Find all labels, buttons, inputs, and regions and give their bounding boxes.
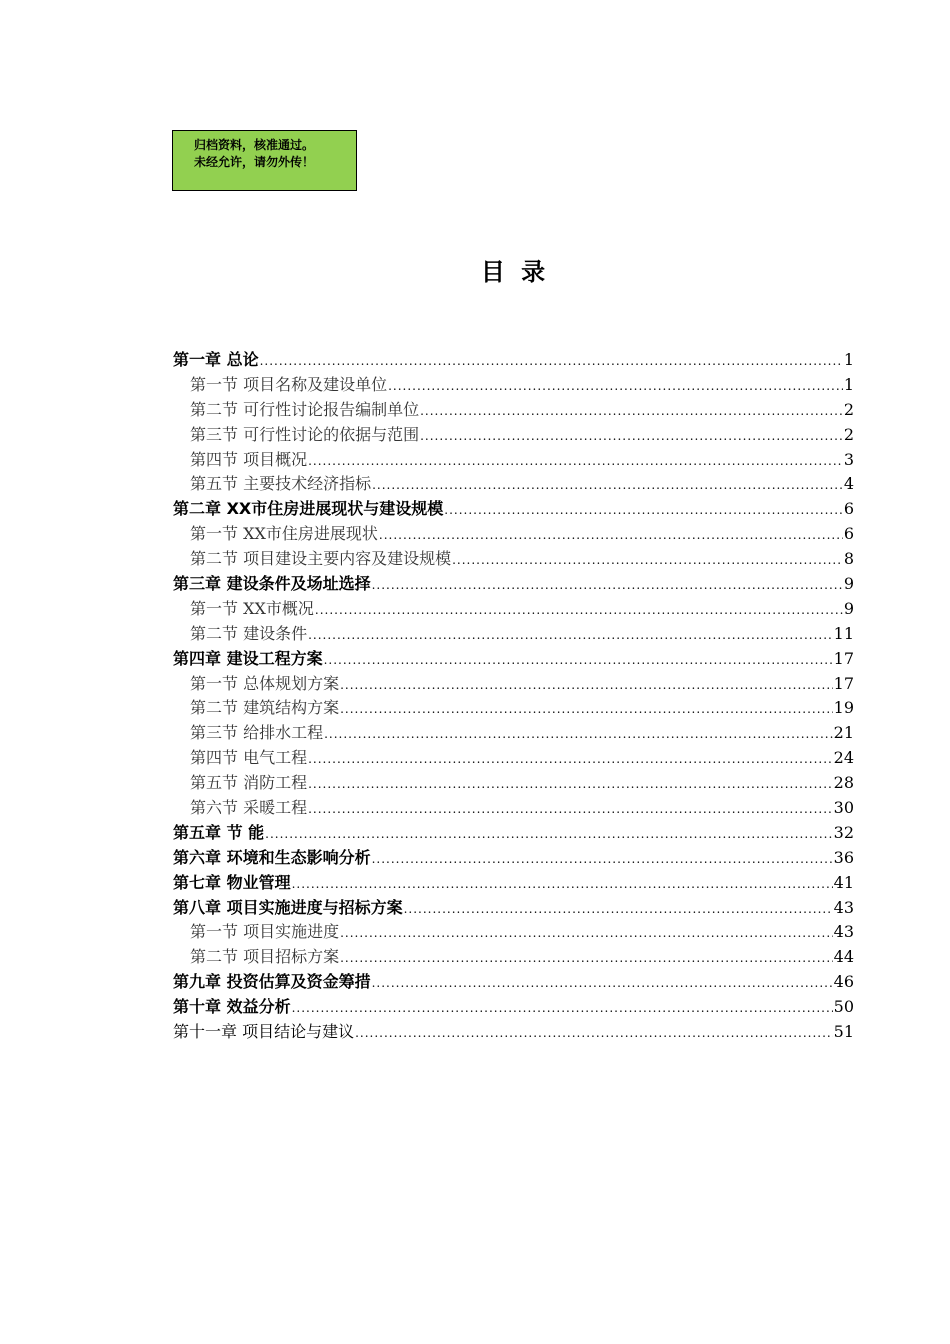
toc-chapter-entry[interactable] — [173, 647, 854, 672]
toc-section-entry[interactable] — [173, 746, 854, 771]
toc-chapter-entry[interactable] — [173, 1020, 854, 1045]
toc-chapter-entry[interactable] — [173, 497, 854, 522]
toc-dot-leader — [308, 797, 833, 821]
toc-chapter-entry[interactable] — [173, 846, 854, 871]
toc-page-number: 44 — [833, 947, 854, 967]
toc-entry-title: 第五节 消防工程 — [190, 773, 308, 793]
toc-dot-leader — [372, 473, 843, 497]
toc-entry-title: 第二节 建设条件 — [190, 623, 308, 643]
toc-page-number: 1 — [843, 350, 854, 369]
toc-page-number: 1 — [843, 374, 854, 394]
toc-page-number: 9 — [843, 598, 854, 618]
toc-entry-title: 第五章 节 能 — [173, 822, 265, 842]
archive-stamp — [172, 130, 357, 191]
toc-dot-leader — [260, 349, 843, 373]
toc-entry-title: 第六节 采暖工程 — [190, 798, 308, 818]
toc-chapter-entry[interactable] — [173, 995, 854, 1020]
toc-dot-leader — [265, 822, 832, 846]
stamp-line-1: 归档资料，核准通过。 — [194, 138, 315, 152]
toc-entry-title: 第五节 主要技术经济指标 — [190, 474, 372, 494]
toc-dot-leader — [308, 623, 833, 647]
toc-page-number: 36 — [833, 847, 854, 867]
toc-section-entry[interactable] — [173, 771, 854, 796]
toc-page-number: 21 — [833, 723, 854, 743]
toc-entry-title: 第九章 投资估算及资金筹措 — [173, 972, 371, 992]
toc-page-number: 28 — [833, 773, 854, 793]
toc-section-entry[interactable] — [173, 796, 854, 821]
toc-entry-title: 第一节 XX市概况 — [190, 598, 314, 618]
toc-page-number: 19 — [833, 698, 854, 718]
toc-page-number: 50 — [833, 997, 854, 1017]
toc-dot-leader — [340, 697, 833, 721]
toc-section-entry[interactable] — [173, 672, 854, 697]
toc-section-entry[interactable] — [173, 920, 854, 945]
toc-entry-title: 第十章 效益分析 — [173, 997, 291, 1017]
toc-entry-title: 第一节 项目实施进度 — [190, 922, 340, 942]
toc-dot-leader — [324, 722, 833, 746]
toc-chapter-entry[interactable] — [173, 896, 854, 921]
toc-section-entry[interactable] — [173, 522, 854, 547]
toc-chapter-entry[interactable] — [173, 970, 854, 995]
toc-dot-leader — [372, 847, 833, 871]
toc-page-number: 41 — [833, 872, 854, 892]
toc-chapter-entry[interactable] — [173, 821, 854, 846]
toc-section-entry[interactable] — [173, 721, 854, 746]
toc-dot-leader — [308, 772, 833, 796]
toc-dot-leader — [292, 996, 833, 1020]
toc-page-number: 46 — [833, 972, 854, 992]
stamp-line-2: 未经允许，请勿外传！ — [194, 155, 315, 169]
toc-page-number: 17 — [833, 673, 854, 693]
toc-entry-title: 第一节 XX市住房进展现状 — [190, 524, 378, 544]
toc-dot-leader — [292, 872, 833, 896]
toc-page-number: 9 — [843, 574, 854, 594]
toc-page-number: 8 — [843, 549, 854, 569]
toc-entry-title: 第七章 物业管理 — [173, 872, 291, 892]
toc-page-number: 11 — [833, 623, 854, 643]
toc-entry-title: 第二节 项目招标方案 — [190, 947, 340, 967]
toc-dot-leader — [308, 449, 843, 473]
toc-chapter-entry[interactable] — [173, 572, 854, 597]
toc-dot-leader — [315, 598, 843, 622]
toc-section-entry[interactable] — [173, 945, 854, 970]
toc-entry-title: 第二节 建筑结构方案 — [190, 698, 340, 718]
toc-section-entry[interactable] — [173, 597, 854, 622]
toc-entry-title: 第六章 环境和生态影响分析 — [173, 847, 371, 867]
toc-entry-title: 第三节 可行性讨论的依据与范围 — [190, 424, 420, 444]
toc-page-number: 6 — [843, 524, 854, 544]
toc-chapter-entry[interactable] — [173, 871, 854, 896]
toc-dot-leader — [308, 747, 833, 771]
toc-page-number: 3 — [843, 449, 854, 469]
toc-dot-leader — [420, 399, 843, 423]
toc-dot-leader — [444, 498, 843, 522]
toc-page-number: 32 — [833, 822, 854, 842]
toc-dot-leader — [324, 648, 833, 672]
toc-dot-leader — [379, 523, 843, 547]
toc-entry-title: 第二节 可行性讨论报告编制单位 — [190, 399, 420, 419]
toc-entry-title: 第四节 电气工程 — [190, 748, 308, 768]
toc-page-number: 43 — [833, 897, 854, 917]
toc-page-number: 24 — [833, 748, 854, 768]
toc-section-entry[interactable] — [173, 398, 854, 423]
toc-page-number: 4 — [843, 474, 854, 494]
toc-chapter-entry[interactable] — [173, 348, 854, 373]
toc-page-number: 2 — [843, 424, 854, 444]
toc-dot-leader — [372, 573, 843, 597]
toc-section-entry[interactable] — [173, 622, 854, 647]
toc-page-number: 17 — [833, 648, 854, 668]
toc-page-number: 30 — [833, 798, 854, 818]
toc-page-number: 43 — [833, 922, 854, 942]
toc-page-number: 2 — [843, 399, 854, 419]
toc-dot-leader — [388, 374, 843, 398]
toc-dot-leader — [340, 946, 833, 970]
toc-dot-leader — [452, 548, 843, 572]
toc-section-entry[interactable] — [173, 448, 854, 473]
toc-entry-title: 第二章 XX市住房进展现状与建设规模 — [173, 499, 444, 519]
toc-dot-leader — [420, 424, 843, 448]
toc-section-entry[interactable] — [173, 547, 854, 572]
toc-dot-leader — [404, 897, 833, 921]
table-of-contents — [173, 348, 854, 1045]
toc-entry-title: 第一节 总体规划方案 — [190, 673, 340, 693]
toc-entry-title: 第四节 项目概况 — [190, 449, 308, 469]
toc-page-number: 51 — [833, 1022, 854, 1042]
toc-dot-leader — [340, 673, 833, 697]
toc-dot-leader — [372, 971, 833, 995]
toc-section-entry[interactable] — [173, 373, 854, 398]
toc-entry-title: 第四章 建设工程方案 — [173, 648, 323, 668]
toc-entry-title: 第一节 项目名称及建设单位 — [190, 374, 388, 394]
toc-dot-leader — [355, 1021, 833, 1045]
page-title: 目 录 — [480, 258, 550, 286]
toc-section-entry[interactable] — [173, 696, 854, 721]
toc-page-number: 6 — [843, 499, 854, 519]
toc-entry-title: 第二节 项目建设主要内容及建设规模 — [190, 549, 452, 569]
toc-entry-title: 第八章 项目实施进度与招标方案 — [173, 897, 403, 917]
toc-dot-leader — [340, 921, 833, 945]
toc-entry-title: 第十一章 项目结论与建议 — [173, 1022, 355, 1042]
toc-entry-title: 第三章 建设条件及场址选择 — [173, 574, 371, 594]
toc-entry-title: 第一章 总论 — [173, 350, 259, 369]
toc-section-entry[interactable] — [173, 472, 854, 497]
toc-section-entry[interactable] — [173, 423, 854, 448]
toc-entry-title: 第三节 给排水工程 — [190, 723, 324, 743]
